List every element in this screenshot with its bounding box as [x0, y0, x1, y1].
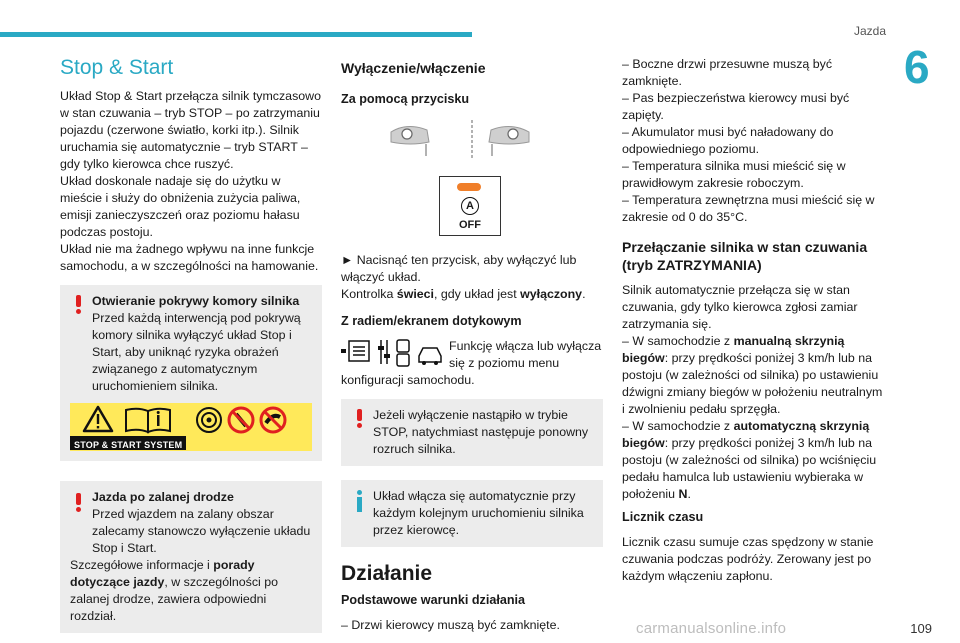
warning-title: Jazda po zalanej drodze [92, 490, 234, 504]
stop-start-off-button[interactable] [439, 176, 501, 236]
timer-subtitle: Licznik czasu [622, 510, 704, 524]
step-press-button: ► Nacisnąć ten przycisk, aby wyłączyć lub włączyć układ. [341, 253, 577, 284]
manual-book-icon [126, 409, 170, 432]
off-label: OFF [459, 219, 481, 231]
warning-text: Jeżeli wyłączenie nastąpiło w trybie STOP, natychmiast następuje ponowny rozruch silnika. [373, 408, 589, 456]
condition-item: – Temperatura silnika musi mieścić się w prawidłowym zakresie roboczym. [622, 159, 846, 190]
dashboard-illustration [341, 116, 603, 168]
radio-subtitle: Z radiem/ekranem dotykowym [341, 314, 522, 328]
no-hand-icon [229, 408, 253, 432]
info-text: Układ włącza się automatycznie przy każdym kolejnym uruchomieniu silnika przez kierowcę. [373, 489, 584, 537]
settings-sliders-icon [378, 340, 409, 366]
warning-box-restart [341, 399, 603, 466]
warning-triangle-icon [84, 407, 112, 431]
section-title: Jazda [853, 24, 886, 38]
car-icon [419, 348, 441, 365]
stop-start-title: Stop & Start [60, 56, 174, 79]
radio-section [341, 338, 603, 389]
condition-item: – Akumulator musi być naładowany do odpowiedniego poziomu. [622, 125, 834, 156]
warning-text: Przed wjazdem na zalany obszar zalecamy stanowczo wyłączenie układu Stop i Start. [92, 507, 311, 555]
automatic-gearbox-text: – W samochodzie z automatyczną skrzynią biegów: przy prędkości poniżej 3 km/h lub na postoju (w zależności od silnika) po wciśnięciu pedału hamulca lub ustawieniu wybieraka w położeniu N. [622, 419, 877, 501]
intro-paragraph-2: Układ doskonale nadaje się do użytku w mieście i służy do obniżenia zużycia paliwa, emisji zanieczyszczeń oraz poziomu hałasu podczas postoju. [60, 174, 301, 239]
auto-a-icon: A [461, 197, 479, 215]
screen-menu-icon [341, 341, 369, 361]
condition-item: – Pas bezpieczeństwa kierowcy musi być zapięty. [622, 91, 850, 122]
condition-item: – Drzwi kierowcy muszą być zamknięte. [341, 618, 560, 632]
warning-icon [357, 409, 362, 425]
warning-box-bonnet [60, 285, 322, 461]
steering-wheel-right-icon [489, 126, 529, 156]
standby-title: Przełączanie silnika w stan czuwania (tryb ZATRZYMANIA) [622, 239, 868, 273]
header-bar [0, 32, 472, 37]
indicator-lamp [457, 183, 481, 191]
column-3 [622, 56, 884, 585]
no-tool-icon [261, 408, 285, 432]
condition-item: – Temperatura zewnętrzna musi mieścić się w zakresie od 0 do 35°C. [622, 193, 875, 224]
warning-box-flooded-road [60, 481, 322, 633]
standby-intro: Silnik automatycznie przełącza się w stan czuwania, gdy tylko kierowca zgłosi zamiar zatrzymania się. [622, 283, 858, 331]
operation-title: Działanie [341, 562, 433, 585]
basic-conditions-subtitle: Podstawowe warunki działania [341, 593, 526, 607]
page-number: 109 [910, 621, 932, 636]
watermark: carmanualsonline.info [636, 620, 787, 637]
chapter-number: 6 [904, 41, 930, 93]
radio-config-text: Funkcję włącza lub wyłącza się z poziomu menu konfiguracji samochodu. [341, 339, 602, 387]
info-icon [357, 490, 362, 512]
column-2 [341, 56, 603, 634]
disable-enable-title: Wyłączenie/włączenie [341, 60, 486, 76]
info-box-auto-enable [341, 480, 603, 547]
steering-wheel-left-icon [391, 126, 429, 156]
warning-text: Przed każdą interwencją pod pokrywą komory silnika wyłączyć układ Stop i Start, aby uniknąć ryzyka obrażeń związanego z automatycznym uruchomieniem silnika. [92, 311, 301, 393]
intro-paragraph-3: Układ nie ma żadnego wpływu na inne funkcje samochodu, a w szczególności na hamowanie. [60, 242, 319, 273]
condition-item: – Boczne drzwi przesuwne muszą być zamknięte. [622, 57, 833, 88]
manual-gearbox-text: – W samochodzie z manualną skrzynią biegów: przy prędkości poniżej 3 km/h lub na postoju (w zależności od silnika) po ustawieniu dźwigni zmiany biegów w położeniu neutralnym i zwolnieniu pedału sprzęgła. [622, 334, 883, 416]
touchscreen-settings-icons [341, 338, 449, 368]
column-1 [60, 56, 322, 643]
warning-text-details: Szczegółowe informacje i porady dotyczące jazdy, w szczególności po zalanej drodze, zawiera odpowiedni rozdział. [70, 558, 278, 623]
button-subtitle: Za pomocą przycisku [341, 92, 470, 106]
indicator-lamp-text: Kontrolka świeci, gdy układ jest wyłączony. [341, 287, 586, 301]
engine-fan-icon [197, 408, 221, 432]
stop-start-system-label: STOP & START SYSTEM [74, 440, 183, 450]
warning-icon [76, 493, 81, 509]
warning-icon [76, 295, 81, 311]
stop-start-warning-image [70, 403, 312, 451]
intro-paragraph-1: Układ Stop & Start przełącza silnik tymczasowo w stan czuwania – tryb STOP – po zatrzymaniu pojazdu (czerwone światło, korki itp.). Silnik uruchamia się automatycznie – tryb START – gdy tylko kierowca chce ruszyć. [60, 89, 321, 171]
warning-title: Otwieranie pokrywy komory silnika [92, 294, 300, 308]
timer-text: Licznik czasu sumuje czas spędzony w stanie czuwania podczas podróży. Zerowany jest po każdym włączeniu zapłonu. [622, 535, 874, 583]
